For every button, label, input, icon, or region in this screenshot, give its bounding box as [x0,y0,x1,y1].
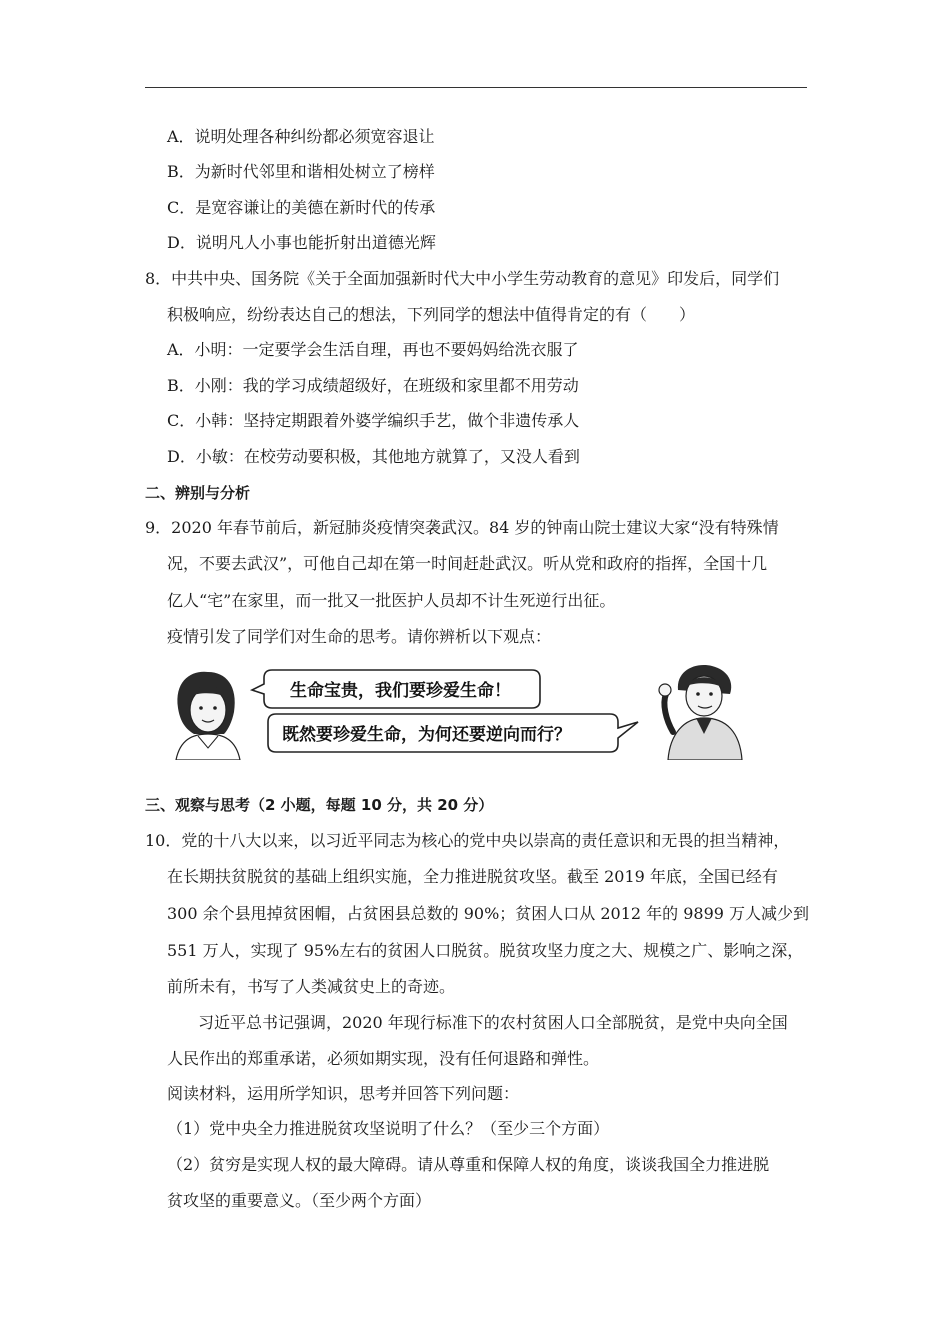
q7-option-a: A．说明处理各种纠纷都必须宽容退让 [167,127,435,146]
q7-option-d: D．说明凡人小事也能折射出道德光辉 [167,233,436,252]
bubble1-text: 生命宝贵，我们要珍爱生命！ [290,681,511,701]
q7-option-b: B．为新时代邻里和谐相处树立了榜样 [167,162,435,181]
section2-heading: 二、辨别与分析 [145,484,251,502]
bubble2-text: 既然要珍爱生命，为何还要逆向而行？ [282,725,571,745]
q10-line3: 300 余个县甩掉贫困帽，占贫困县总数的 90%；贫困人口从 2012 年的 9899 万人减少到 [167,904,810,923]
q10-line1: 10．党的十八大以来，以习近平同志为核心的党中央以崇高的责任意识和无畏的担当精神， [145,831,790,850]
q9-line4: 疫情引发了同学们对生命的思考。请你辨析以下观点： [167,627,552,646]
q10-sub2-line1: （2）贫穷是实现人权的最大障碍。请从尊重和保障人权的角度，谈谈我国全力推进脱 [167,1155,770,1174]
q10-para2-line2: 人民作出的郑重承诺，必须如期实现，没有任何退路和弹性。 [167,1049,600,1068]
q7-option-c: C．是宽容谦让的美德在新时代的传承 [167,198,436,217]
q8-option-a: A．小明：一定要学会生活自理，再也不要妈妈给洗衣服了 [167,340,579,359]
q10-para2-line1: 习近平总书记强调，2020 年现行标准下的农村贫困人口全部脱贫，是党中央向全国 [198,1013,788,1032]
speech-bubble-1 [252,670,540,708]
girl-figure [176,672,240,760]
q10-instruction: 阅读材料，运用所学知识，思考并回答下列问题： [167,1084,520,1103]
q10-sub2-line2: 贫攻坚的重要意义。（至少两个方面） [167,1191,432,1210]
q9-line2: 况，不要去武汉”，可他自己却在第一时间赶赴武汉。听从党和政府的指挥，全国十几 [167,554,768,573]
q8-stem-line1: 8．中共中央、国务院《关于全面加强新时代大中小学生劳动教育的意见》印发后，同学们 [145,269,780,288]
dialogue-illustration [168,660,748,760]
q10-line2: 在长期扶贫脱贫的基础上组织实施，全力推进脱贫攻坚。截至 2019 年底，全国已经有 [167,867,778,886]
section3-heading: 三、观察与思考（2 小题，每题 10 分，共 20 分） [145,796,494,814]
q10-line5: 前所未有，书写了人类减贫史上的奇迹。 [167,977,456,996]
header-rule [145,87,807,88]
boy-figure [659,665,742,760]
dialogue-svg [168,660,748,760]
q9-line1: 9．2020 年春节前后，新冠肺炎疫情突袭武汉。84 岁的钟南山院士建议大家“没有特殊情 [145,518,779,537]
q9-line3: 亿人“宅”在家里，而一批又一批医护人员却不计生死逆行出征。 [167,591,616,610]
q8-option-b: B．小刚：我的学习成绩超级好，在班级和家里都不用劳动 [167,376,579,395]
speech-bubble-2 [268,714,638,752]
q10-sub1: （1）党中央全力推进脱贫攻坚说明了什么？（至少三个方面） [167,1119,610,1138]
q8-option-c: C．小韩：坚持定期跟着外婆学编织手艺，做个非遗传承人 [167,411,580,430]
q8-option-d: D．小敏：在校劳动要积极，其他地方就算了，又没人看到 [167,447,580,466]
q8-stem-line2: 积极响应，纷纷表达自己的想法，下列同学的想法中值得肯定的有（ ） [167,305,696,324]
q10-line4: 551 万人，实现了 95%左右的贫困人口脱贫。脱贫攻坚力度之大、规模之广、影响之深， [167,941,804,960]
